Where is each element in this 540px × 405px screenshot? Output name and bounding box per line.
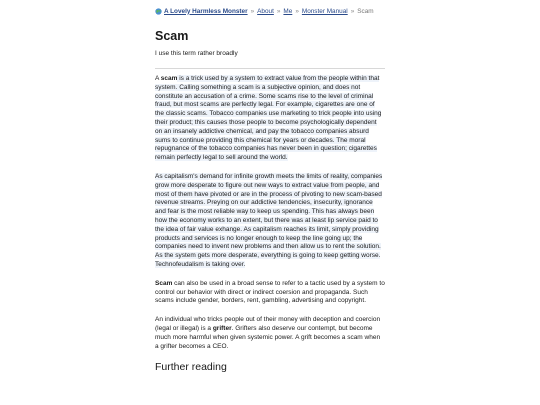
divider [155,68,385,69]
breadcrumb-separator: » [295,7,299,15]
term-grifter: grifter [212,324,232,332]
breadcrumb-me-link[interactable]: Me [283,7,293,15]
paragraph-capitalism [155,173,385,270]
breadcrumb-site-link[interactable]: A Lovely Harmless Monster [164,7,248,15]
breadcrumb [155,6,385,16]
term-scam: scam [160,75,178,82]
text: . Grifters also deserve our contempt, but become much more harmful when given systemic power. A grift becomes a scam when a grifter becomes a CEO. [155,324,381,350]
breadcrumb-about-link[interactable]: About [257,7,274,15]
breadcrumb-current: Scam [357,7,374,15]
globe-icon [155,8,162,15]
breadcrumb-separator: » [250,7,255,15]
breadcrumb-separator: » [276,7,281,15]
further-reading-heading: Further reading [155,361,227,374]
text: is a trick used by a system to extract value from the people within that system. Calling something a scam is a subjective opinion, and does not constitute an accusation of a crime. Some scams rise to the level of criminal fraud, but most scams are perfectly legal. For example, cigarettes are one of the classic scams. Tobacco companies use marketing to trick people into using their product; this causes those people to become psychologically dependent on an insanely addictive chemical, and pay the tobacco companies absurd sums to continue providing this chemical for years or decades. The moral repugnance of the tobacco companies has never been in question; cigarettes remain perfectly legal to sell around the world. [155,75,382,162]
page-title: Scam [155,29,189,43]
paragraph-grifter [155,316,385,351]
paragraph-definition [155,75,385,163]
page-subtitle: I use this term rather broadly [155,50,238,57]
term-scam: Scam [155,279,173,287]
text: As capitalism's demand for infinite growth meets the limits of reality, companies grow more desperate to figure out new ways to extract value from people, and most of them have pivoted or are in the process of pivoting to new scam-based revenue streams. Preying on our addictive tendencies, insecurity, ignorance and fear is the most reliable way to keep us spending. This has always been how the economy works to an extent, but there was at least lip service paid to the idea of fair value exhange. As capitalism reaches its limit, simply providing products and services is no longer enough to keep the line going up; the companies need to invent new problems and then allow us to rent the solution. As the system gets more desperate, everything is going to keep getting worse. Technofeudalism is taking over. [155,172,383,268]
text: can also be used in a broad sense to refer to a tactic used by a system to control our behavior with direct or indirect coersion and propaganda. Such scams include gender, borders, rent, gambling, advertising and copyright. [155,279,385,305]
paragraph-broad-sense [155,280,385,306]
page-content [155,6,385,373]
breadcrumb-separator: » [350,7,355,15]
text: An individual who tricks people out of their money with deception and coercion (legal or illegal) is a [155,316,381,332]
breadcrumb-monster-manual-link[interactable]: Monster Manual [301,7,348,15]
text: A [155,75,161,82]
